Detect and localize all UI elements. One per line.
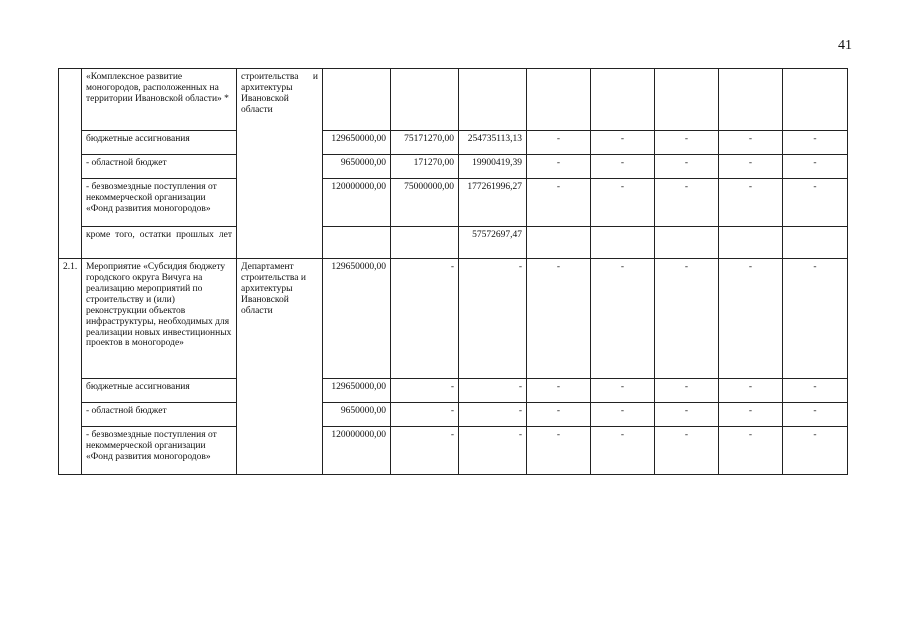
value-cell: - [783, 379, 848, 403]
table-row [59, 155, 848, 179]
executor-cell [237, 379, 323, 403]
table-row [59, 379, 848, 403]
row-label-cell: - областной бюджет [82, 403, 237, 427]
value-cell: - [591, 259, 655, 379]
value-cell: - [783, 179, 848, 227]
value-cell: - [391, 379, 459, 403]
value-cell [527, 227, 591, 259]
value-cell: 129650000,00 [323, 379, 391, 403]
row-number-cell [59, 403, 82, 427]
value-cell: - [655, 403, 719, 427]
row-label-cell: - областной бюджет [82, 155, 237, 179]
value-cell: - [719, 379, 783, 403]
value-cell: 75171270,00 [391, 131, 459, 155]
executor-text: строительства и архитектуры Ивановской области [241, 72, 318, 115]
value-cell: 9650000,00 [323, 403, 391, 427]
value-cell: - [391, 427, 459, 475]
row-label-cell: бюджетные ассигнования [82, 379, 237, 403]
executor-cell [237, 131, 323, 155]
value-cell [391, 69, 459, 131]
value-cell: 171270,00 [391, 155, 459, 179]
value-cell: - [783, 131, 848, 155]
value-cell [391, 227, 459, 259]
value-cell: - [459, 403, 527, 427]
executor-cell [237, 179, 323, 227]
executor-cell [237, 427, 323, 475]
value-cell: - [783, 427, 848, 475]
value-cell: - [459, 259, 527, 379]
value-cell: - [591, 403, 655, 427]
value-cell: 75000000,00 [391, 179, 459, 227]
value-cell: 129650000,00 [323, 131, 391, 155]
executor-cell: Департамент строительства и архитектуры Ивановской области [237, 259, 323, 379]
value-cell [719, 69, 783, 131]
value-cell: - [459, 379, 527, 403]
activity-title-cell: Мероприятие «Субсидия бюджету городского округа Вичуга на реализацию мероприятий по строительству и (или) реконструкции объектов инфраструктуры, необходимых для реализации новых инвестиционных проектов в моногороде» [82, 259, 237, 379]
row-number-cell [59, 69, 82, 131]
executor-cell [237, 69, 323, 131]
row-number-cell [59, 179, 82, 227]
value-cell: - [459, 427, 527, 475]
value-cell: 120000000,00 [323, 179, 391, 227]
program-title-cell: «Комплексное развитие моногородов, расположенных на территории Ивановской области» * [82, 69, 237, 131]
value-cell [719, 227, 783, 259]
value-cell: - [655, 155, 719, 179]
value-cell: - [527, 379, 591, 403]
row-number-cell [59, 131, 82, 155]
table-row [59, 227, 848, 259]
table-row [59, 69, 848, 131]
value-cell: - [527, 259, 591, 379]
value-cell [323, 227, 391, 259]
value-cell: 57572697,47 [459, 227, 527, 259]
value-cell: 19900419,39 [459, 155, 527, 179]
executor-cell [237, 227, 323, 259]
value-cell: - [391, 403, 459, 427]
executor-cell [237, 403, 323, 427]
value-cell: - [655, 131, 719, 155]
value-cell [459, 69, 527, 131]
value-cell: - [783, 155, 848, 179]
value-cell: - [655, 427, 719, 475]
value-cell: - [591, 427, 655, 475]
value-cell: - [719, 179, 783, 227]
row-number-cell: 2.1. [59, 259, 82, 379]
executor-cell [237, 155, 323, 179]
value-cell: 129650000,00 [323, 259, 391, 379]
value-cell: 120000000,00 [323, 427, 391, 475]
value-cell: - [527, 403, 591, 427]
value-cell: - [591, 179, 655, 227]
row-label-cell: - безвозмездные поступления от некоммерческой организации «Фонд развития моногородов» [82, 427, 237, 475]
value-cell: - [527, 155, 591, 179]
value-cell: 254735113,13 [459, 131, 527, 155]
value-cell [783, 69, 848, 131]
value-cell: - [719, 155, 783, 179]
value-cell [591, 69, 655, 131]
row-label-cell: бюджетные ассигнования [82, 131, 237, 155]
value-cell: - [527, 427, 591, 475]
table-row [59, 427, 848, 475]
value-cell: - [783, 403, 848, 427]
table-row [59, 131, 848, 155]
value-cell: 9650000,00 [323, 155, 391, 179]
row-label-cell: кроме того, остатки прошлых лет [82, 227, 237, 259]
value-cell: - [719, 131, 783, 155]
value-cell [527, 69, 591, 131]
value-cell: - [719, 427, 783, 475]
value-cell: - [783, 259, 848, 379]
table-row [59, 259, 848, 379]
value-cell [323, 69, 391, 131]
value-cell: - [527, 131, 591, 155]
budget-table [58, 68, 848, 475]
page-number: 41 [838, 38, 852, 53]
value-cell: - [591, 131, 655, 155]
value-cell [591, 227, 655, 259]
row-number-cell [59, 227, 82, 259]
value-cell: - [655, 379, 719, 403]
row-number-cell [59, 379, 82, 403]
table-row [59, 179, 848, 227]
row-number-cell [59, 427, 82, 475]
value-cell: - [655, 179, 719, 227]
value-cell: - [591, 155, 655, 179]
value-cell [655, 69, 719, 131]
value-cell: - [719, 259, 783, 379]
row-number-cell [59, 155, 82, 179]
value-cell: 177261996,27 [459, 179, 527, 227]
table-row [59, 403, 848, 427]
value-cell: - [591, 379, 655, 403]
row-label-cell: - безвозмездные поступления от некоммерческой организации «Фонд развития моногородов» [82, 179, 237, 227]
value-cell [655, 227, 719, 259]
value-cell: - [527, 179, 591, 227]
value-cell [783, 227, 848, 259]
value-cell: - [391, 259, 459, 379]
value-cell: - [719, 403, 783, 427]
value-cell: - [655, 259, 719, 379]
